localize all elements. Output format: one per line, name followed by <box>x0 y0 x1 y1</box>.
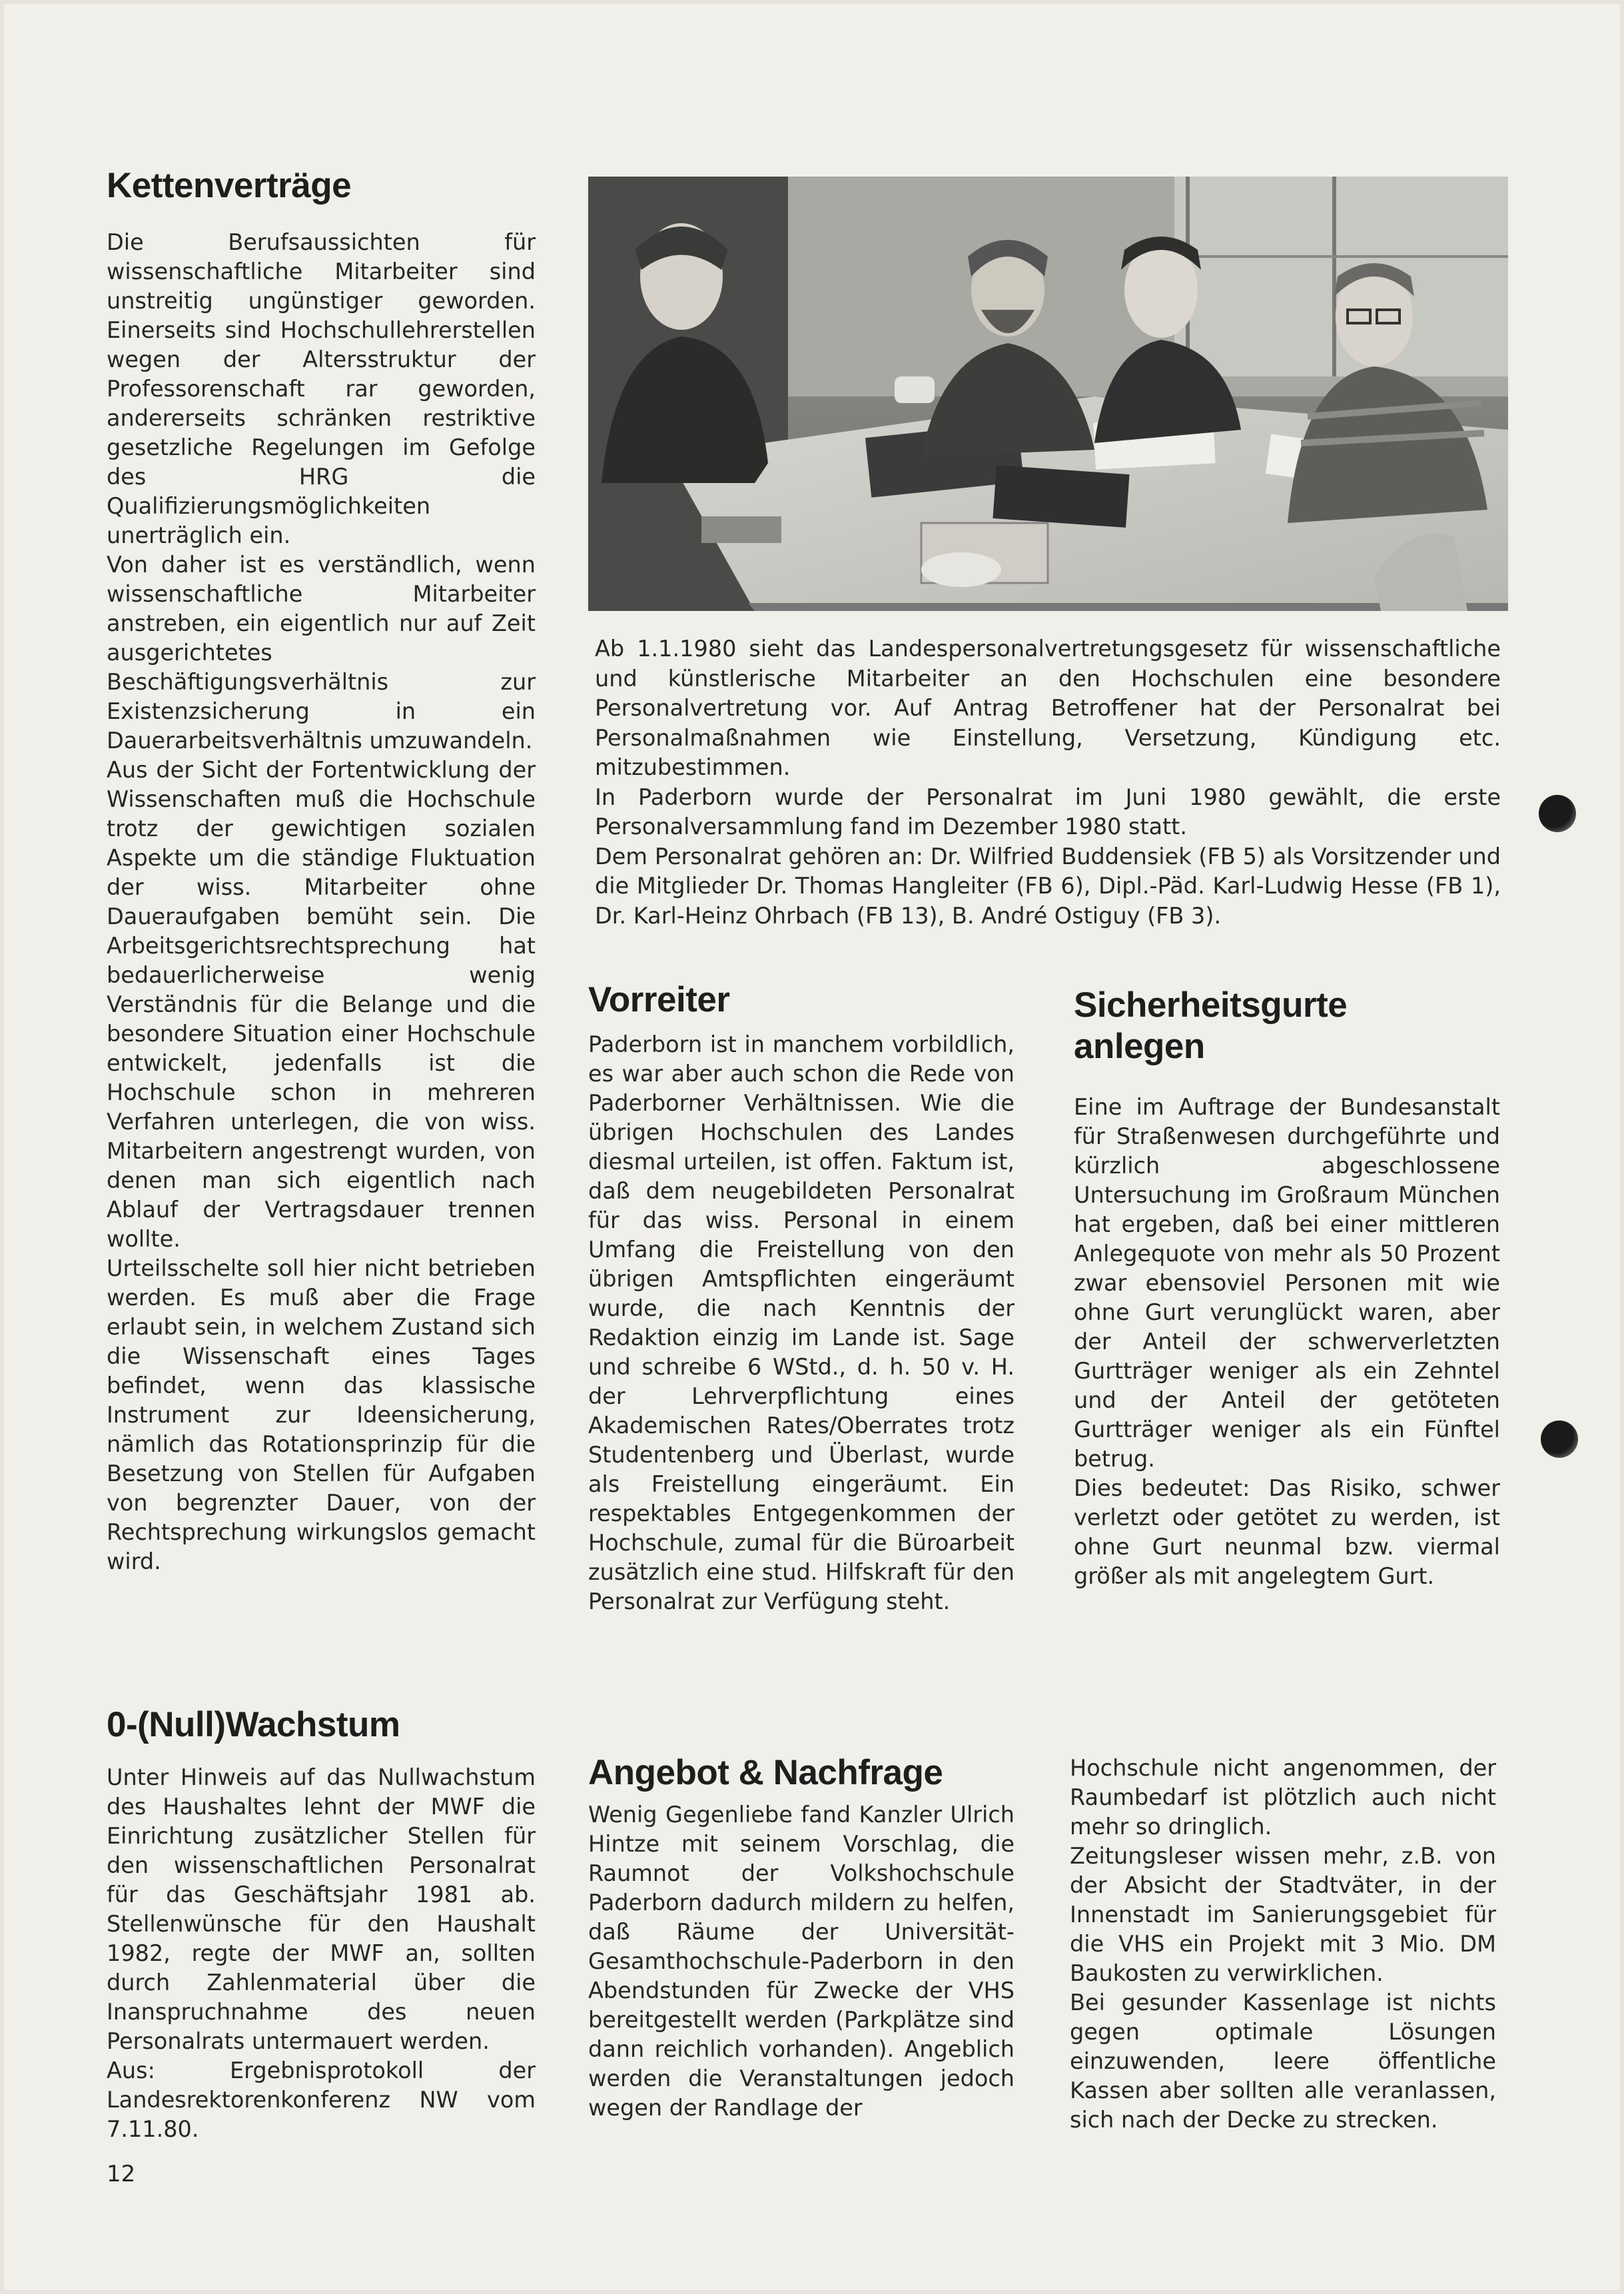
section-sicherheitsgurte <box>1074 985 1500 1591</box>
section-title-line1: Sicherheitsgurte <box>1074 985 1348 1025</box>
section-angebot-continuation <box>1070 1754 1496 2135</box>
section-title: Vorreiter <box>588 980 730 1019</box>
section-body <box>1074 1093 1500 1591</box>
paragraph: Dies bedeutet: Das Risiko, schwer verletzt oder getötet zu werden, ist ohne Gurt neunmal bzw. viermal größer als mit angelegtem Gurt. <box>1074 1475 1500 1589</box>
photo-image <box>588 177 1508 611</box>
paragraph: Eine im Auftrage der Bundesanstalt für Straßenwesen durchgeführte und kürzlich abgeschlossene Untersuchung im Großraum München hat ergeben, daß bei einer mittleren Anlegequote von mehr als 50 Prozent zwar ebensoviel Personen mit wie ohne Gurt verunglückt waren, aber der Anteil der schwerverletzten Gurtträger weniger als ein Zehntel und der Anteil der getöteten Gurtträger weniger als ein Fünftel betrug. <box>1074 1094 1500 1472</box>
paragraph: Von daher ist es verständlich, wenn wissenschaftliche Mitarbeiter anstreben, ein eigentlich nur auf Zeit ausgerichtetes Beschäftigungsverhältnis zur Existenzsicherung in ein Dauerarbeitsverhältnis umzuwandeln. <box>107 552 536 754</box>
paragraph: Wenig Gegenliebe fand Kanzler Ulrich Hintze mit seinem Vorschlag, die Raumnot der Volkshochschule Paderborn dadurch mildern zu helfen, daß Räume der Universität-Gesamthochschule-Paderborn in den Abendstunden für Zwecke der VHS bereitgestellt werden (Parkplätze sind dann reichlich vorhanden). Angeblich werden die Veranstaltungen jedoch wegen der Randlage der <box>588 1802 1015 2121</box>
section-title: Angebot & Nachfrage <box>588 1753 943 1792</box>
page-number: 12 <box>107 2161 136 2187</box>
paragraph: Die Berufsaussichten für wissenschaftliche Mitarbeiter sind unstreitig ungünstiger geworden. Einerseits sind Hochschullehrerstellen wegen der Altersstruktur der Professorenschaft rar geworden, andererseits schränken restriktive gesetzliche Regelungen im Gefolge des HRG die Qualifizierungsmöglichkeiten unerträglich ein. <box>107 229 536 548</box>
section-title-line2: anlegen <box>1074 1027 1205 1066</box>
photo-caption <box>595 634 1501 931</box>
section-body <box>107 228 536 1576</box>
paragraph: Aus: Ergebnisprotokoll der Landesrektorenkonferenz NW vom 7.11.80. <box>107 2057 536 2142</box>
punch-hole-icon <box>1539 795 1576 832</box>
section-title: 0-(Null)Wachstum <box>107 1705 400 1744</box>
caption-paragraph: Ab 1.1.1980 sieht das Landespersonalvertretungsgesetz für wissenschaftliche und künstlerische Mitarbeiter an den Hochschulen eine besondere Personalvertretung vor. Auf Antrag Betroffener hat der Personalrat bei Personalmaßnahmen wie Einstellung, Versetzung, Kündigung etc. mitzubestimmen. <box>595 636 1501 780</box>
section-nullwachstum <box>107 1704 536 2144</box>
paragraph: Zeitungsleser wissen mehr, z.B. von der Absicht der Stadtväter, in der Innenstadt im Sanierungsgebiet für die VHS ein Projekt mit 3 Mio. DM Baukosten zu verwirklichen. <box>1070 1843 1496 1986</box>
section-body <box>107 1763 536 2144</box>
caption-paragraph: In Paderborn wurde der Personalrat im Juni 1980 gewählt, die erste Personalversammlung fand im Dezember 1980 statt. <box>595 784 1501 840</box>
section-title: Kettenverträge <box>107 166 352 205</box>
paragraph: Hochschule nicht angenommen, der Raumbedarf ist plötzlich auch nicht mehr so dringlich. <box>1070 1755 1496 1840</box>
section-kettenvertraege <box>107 165 536 1576</box>
section-vorreiter <box>588 979 1015 1616</box>
caption-paragraph: Dem Personalrat gehören an: Dr. Wilfried Buddensiek (FB 5) als Vorsitzender und die Mitglieder Dr. Thomas Hangleiter (FB 6), Dipl.-Päd. Karl-Ludwig Hesse (FB 1), Dr. Karl-Heinz Ohrbach (FB 13), B. André Ostiguy (FB 3). <box>595 843 1501 929</box>
section-angebot <box>588 1752 1015 2123</box>
paragraph: Aus der Sicht der Fortentwicklung der Wissenschaften muß die Hochschule trotz der gewichtigen sozialen Aspekte um die ständige Fluktuation der wiss. Mitarbeiter ohne Daueraufgaben bemüht sein. Die Arbeitsgerichtsrechtsprechung hat bedauerlicherweise wenig Verständnis für die Belange und die besondere Situation einer Hochschule entwickelt, jedenfalls ist die Hochschule schon in mehreren Verfahren unterlegen, die von wiss. Mitarbeitern angestrengt wurden, von denen man sich eigentlich nach Ablauf der Vertragsdauer trennen wollte. <box>107 757 536 1252</box>
section-body <box>588 1030 1015 1616</box>
paragraph: Bei gesunder Kassenlage ist nichts gegen optimale Lösungen einzuwenden, leere öffentliche Kassen aber sollten alle veranlassen, sich nach der Decke zu strecken. <box>1070 1990 1496 2133</box>
photo-personalrat <box>588 177 1508 611</box>
section-body <box>1070 1754 1496 2135</box>
punch-hole-icon <box>1541 1421 1578 1458</box>
paragraph: Paderborn ist in manchem vorbildlich, es war aber auch schon die Rede von Paderborner Verhältnissen. Wie die übrigen Hochschulen des Landes diesmal urteilen, ist offen. Faktum ist, daß dem neugebildeten Personalrat für das wiss. Personal in einem Umfang die Freistellung von den übrigen Amtspflichten eingeräumt wurde, die nach Kenntnis der Redaktion einzig im Lande ist. Sage und schreibe 6 WStd., d. h. 50 v. H. der Lehrverpflichtung eines Akademischen Rates/Oberrates trotz Studentenberg und Überlast, wurde als Freistellung eingeräumt. Ein respektables Entgegenkommen der Hochschule, zumal für die Büroarbeit zusätzlich eine stud. Hilfskraft für den Personalrat zur Verfügung steht. <box>588 1031 1015 1614</box>
paragraph: Unter Hinweis auf das Nullwachstum des Haushaltes lehnt der MWF die Einrichtung zusätzlicher Stellen für den wissenschaftlichen Personalrat für das Geschäftsjahr 1981 ab. Stellenwünsche für den Haushalt 1982, regte der MWF an, sollten durch Zahlenmaterial über die Inanspruchnahme des neuen Personalrats untermauert werden. <box>107 1764 536 2054</box>
section-body <box>588 1800 1015 2123</box>
paragraph: Urteilsschelte soll hier nicht betrieben werden. Es muß aber die Frage erlaubt sein, in welchem Zustand sich die Wissenschaft eines Tages befindet, wenn das klassische Instrument zur Ideensicherung, nämlich das Rotationsprinzip für die Besetzung von Stellen für Aufgaben von begrenzter Dauer, von der Rechtsprechung wirkungslos gemacht wird. <box>107 1255 536 1574</box>
